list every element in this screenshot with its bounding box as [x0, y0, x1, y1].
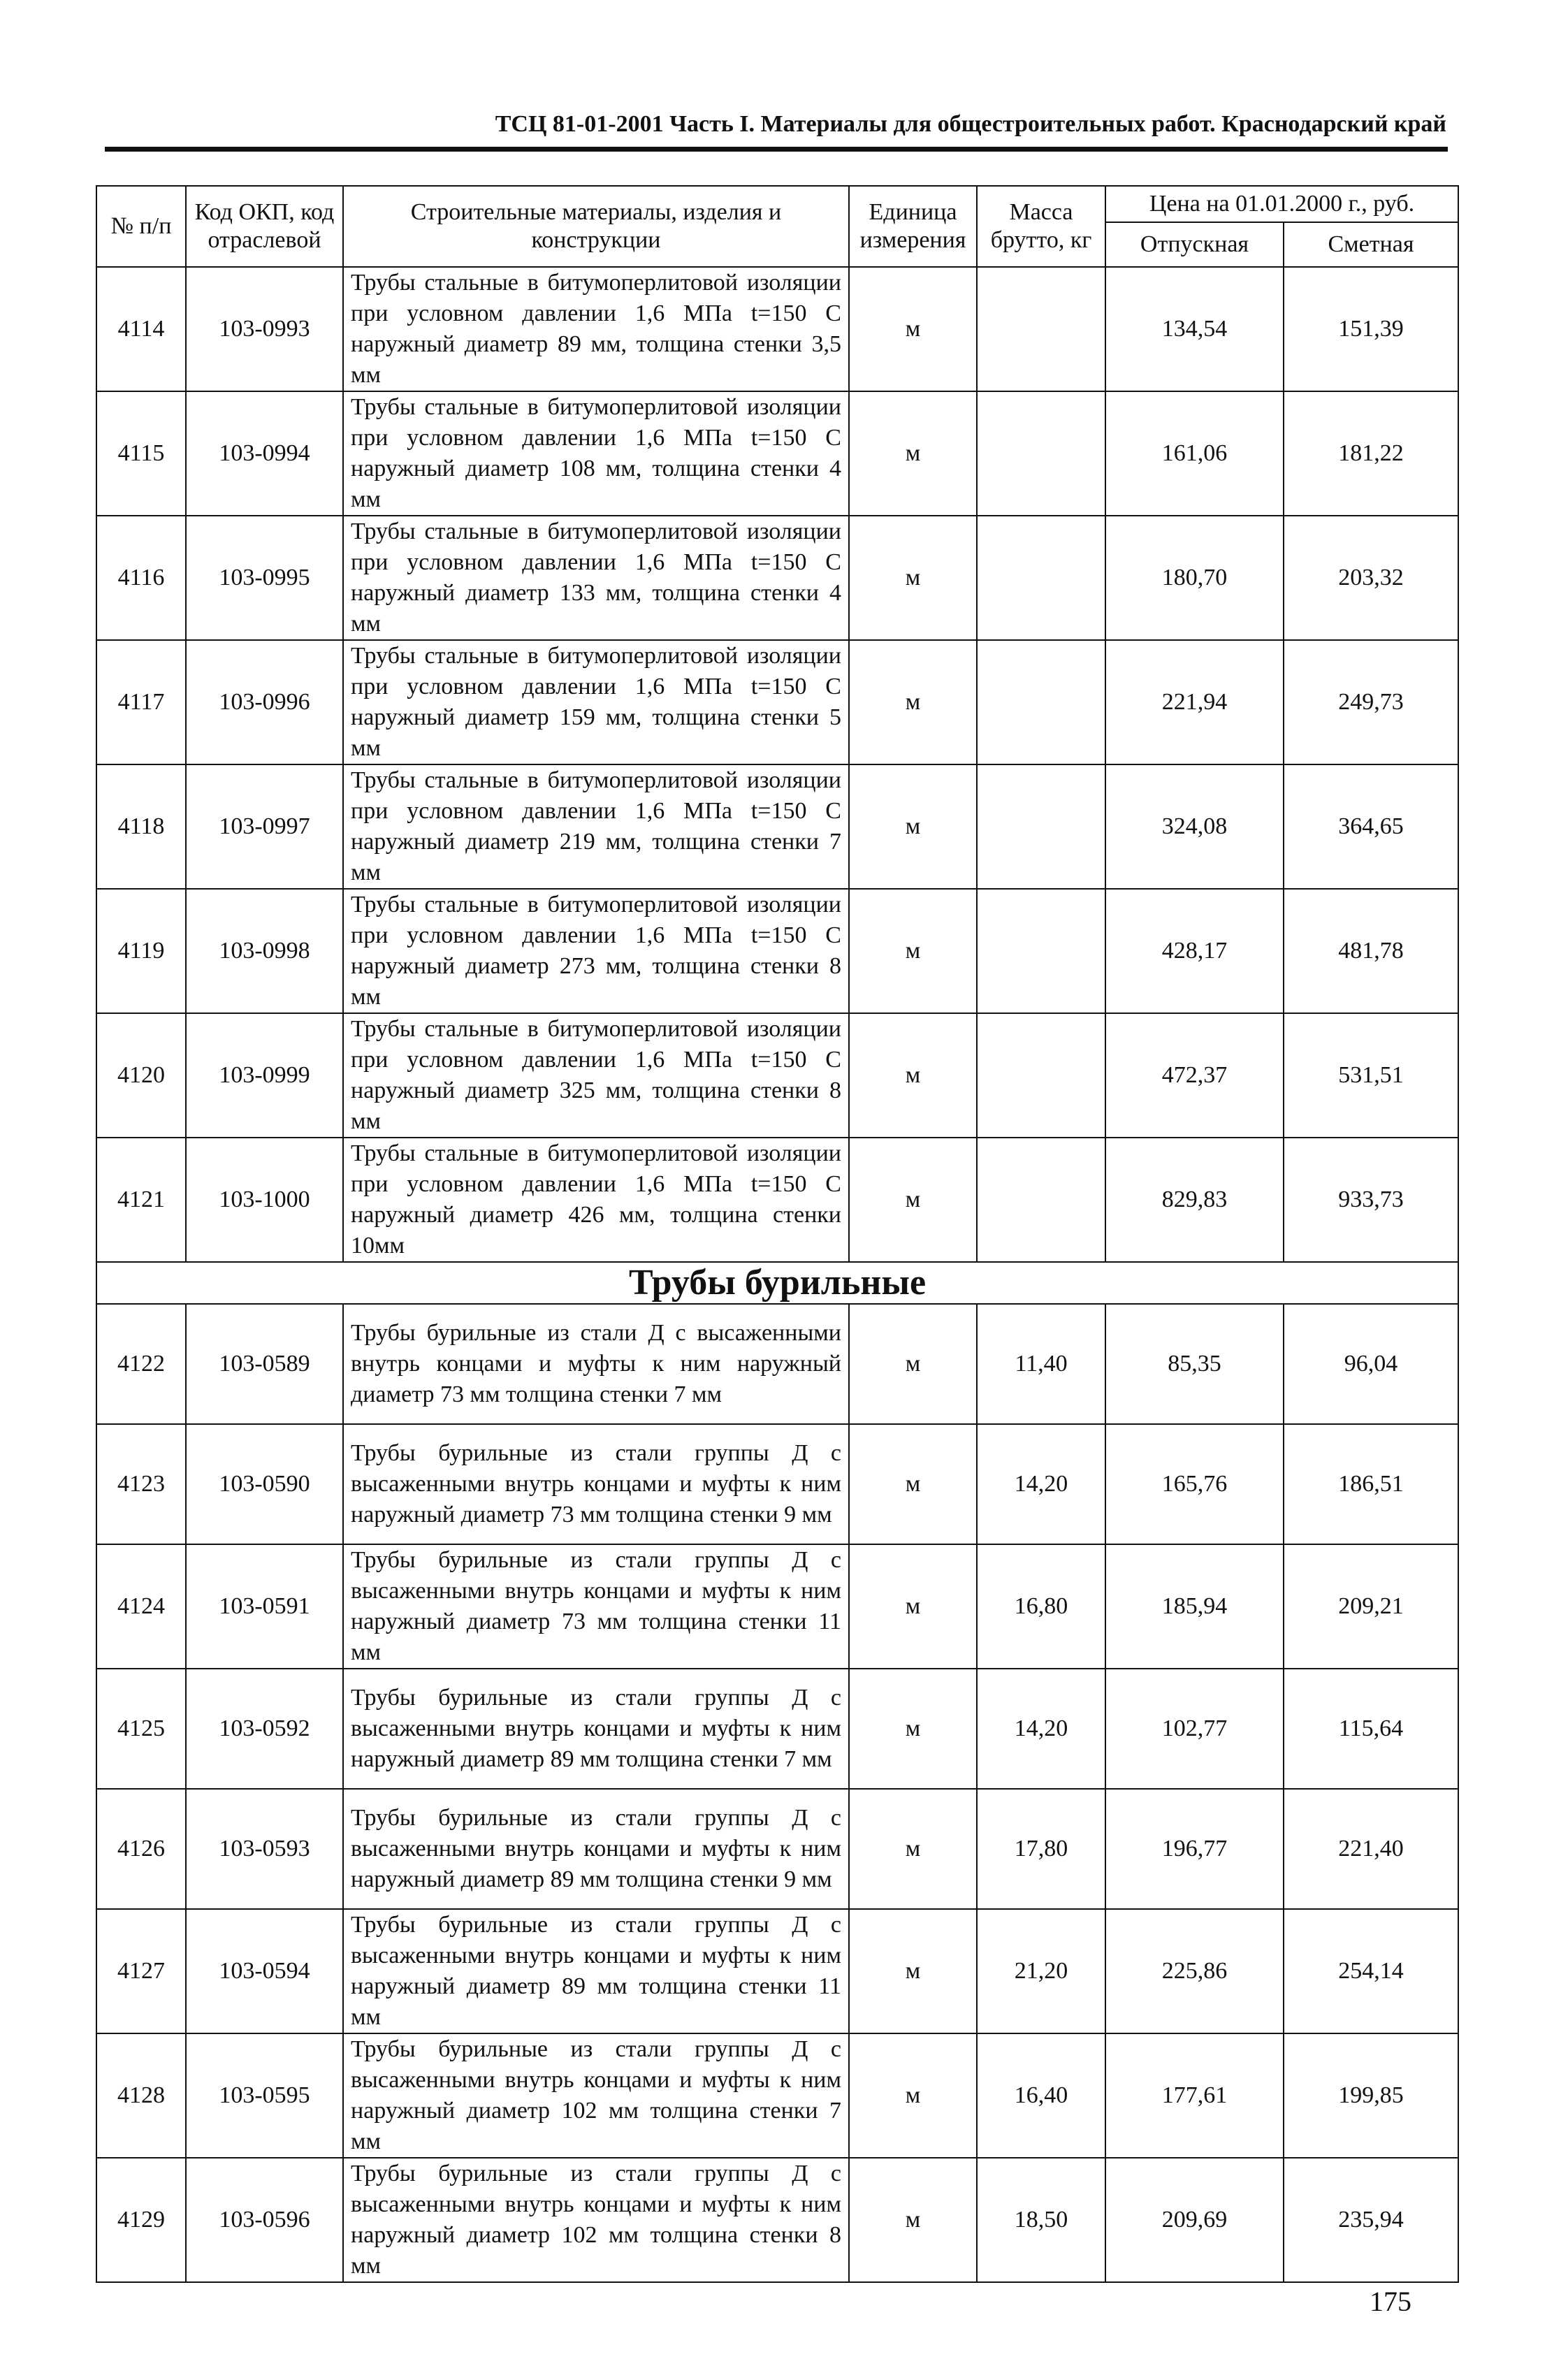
cell-code: 103-0593 [186, 1789, 343, 1909]
cell-mass [977, 764, 1105, 889]
cell-code: 103-0996 [186, 640, 343, 764]
cell-num: 4117 [96, 640, 186, 764]
cell-release-price: 472,37 [1105, 1013, 1284, 1138]
cell-mass: 11,40 [977, 1304, 1105, 1424]
cell-code: 103-0993 [186, 267, 343, 391]
cell-mass [977, 1013, 1105, 1138]
cell-estimate-price: 199,85 [1284, 2033, 1458, 2158]
cell-mass: 17,80 [977, 1789, 1105, 1909]
col-header-name: Строительные материалы, изделия и конструкции [343, 186, 849, 267]
cell-code: 103-1000 [186, 1138, 343, 1262]
cell-num: 4127 [96, 1909, 186, 2033]
table-row [96, 1544, 1458, 1669]
cell-unit: м [849, 1669, 977, 1789]
cell-estimate-price: 186,51 [1284, 1424, 1458, 1544]
table-row [96, 640, 1458, 764]
cell-num: 4125 [96, 1669, 186, 1789]
cell-estimate-price: 481,78 [1284, 889, 1458, 1013]
cell-num: 4126 [96, 1789, 186, 1909]
cell-description: Трубы стальные в битумоперлитовой изоляции при условном давлении 1,6 МПа t=150 С наружный диаметр 159 мм, толщина стенки 5 мм [343, 640, 849, 764]
cell-mass [977, 640, 1105, 764]
cell-release-price: 177,61 [1105, 2033, 1284, 2158]
cell-release-price: 134,54 [1105, 267, 1284, 391]
cell-mass: 14,20 [977, 1424, 1105, 1544]
cell-code: 103-0591 [186, 1544, 343, 1669]
cell-code: 103-0590 [186, 1424, 343, 1544]
cell-release-price: 185,94 [1105, 1544, 1284, 1669]
cell-unit: м [849, 2158, 977, 2282]
cell-mass: 18,50 [977, 2158, 1105, 2282]
table-row [96, 1424, 1458, 1544]
table-row [96, 1138, 1458, 1262]
cell-code: 103-0999 [186, 1013, 343, 1138]
cell-estimate-price: 209,21 [1284, 1544, 1458, 1669]
cell-mass: 21,20 [977, 1909, 1105, 2033]
cell-estimate-price: 96,04 [1284, 1304, 1458, 1424]
cell-description: Трубы бурильные из стали группы Д с высаженными внутрь концами и муфты к ним наружный диаметр 73 мм толщина стенки 11 мм [343, 1544, 849, 1669]
cell-estimate-price: 235,94 [1284, 2158, 1458, 2282]
table-row [96, 764, 1458, 889]
cell-num: 4123 [96, 1424, 186, 1544]
cell-mass [977, 889, 1105, 1013]
cell-estimate-price: 364,65 [1284, 764, 1458, 889]
cell-description: Трубы стальные в битумоперлитовой изоляции при условном давлении 1,6 МПа t=150 С наружный диаметр 108 мм, толщина стенки 4 мм [343, 391, 849, 516]
cell-num: 4116 [96, 516, 186, 640]
cell-description: Трубы бурильные из стали группы Д с высаженными внутрь концами и муфты к ним наружный диаметр 102 мм толщина стенки 8 мм [343, 2158, 849, 2282]
cell-num: 4120 [96, 1013, 186, 1138]
cell-unit: м [849, 889, 977, 1013]
table-row [96, 1669, 1458, 1789]
cell-release-price: 85,35 [1105, 1304, 1284, 1424]
cell-unit: м [849, 640, 977, 764]
cell-code: 103-0994 [186, 391, 343, 516]
cell-mass [977, 391, 1105, 516]
cell-num: 4129 [96, 2158, 186, 2282]
cell-description: Трубы бурильные из стали группы Д с высаженными внутрь концами и муфты к ним наружный диаметр 102 мм толщина стенки 7 мм [343, 2033, 849, 2158]
cell-unit: м [849, 1544, 977, 1669]
cell-description: Трубы бурильные из стали группы Д с высаженными внутрь концами и муфты к ним наружный диаметр 73 мм толщина стенки 9 мм [343, 1424, 849, 1544]
col-header-price-group: Цена на 01.01.2000 г., руб. [1105, 186, 1458, 222]
table-row [96, 1013, 1458, 1138]
table-row [96, 267, 1458, 391]
cell-release-price: 165,76 [1105, 1424, 1284, 1544]
cell-mass [977, 1138, 1105, 1262]
table-row [96, 1304, 1458, 1424]
cell-num: 4118 [96, 764, 186, 889]
cell-code: 103-0592 [186, 1669, 343, 1789]
cell-num: 4119 [96, 889, 186, 1013]
cell-code: 103-0997 [186, 764, 343, 889]
cell-estimate-price: 151,39 [1284, 267, 1458, 391]
cell-estimate-price: 221,40 [1284, 1789, 1458, 1909]
cell-description: Трубы стальные в битумоперлитовой изоляции при условном давлении 1,6 МПа t=150 С наружный диаметр 426 мм, толщина стенки 10мм [343, 1138, 849, 1262]
cell-unit: м [849, 2033, 977, 2158]
table-row [96, 1909, 1458, 2033]
cell-unit: м [849, 1789, 977, 1909]
cell-unit: м [849, 267, 977, 391]
page-number: 175 [1370, 2286, 1411, 2317]
cell-description: Трубы стальные в битумоперлитовой изоляции при условном давлении 1,6 МПа t=150 С наружный диаметр 89 мм, толщина стенки 3,5 мм [343, 267, 849, 391]
cell-estimate-price: 181,22 [1284, 391, 1458, 516]
col-header-unit: Единица измерения [849, 186, 977, 267]
cell-unit: м [849, 1909, 977, 2033]
cell-description: Трубы бурильные из стали группы Д с высаженными внутрь концами и муфты к ним наружный диаметр 89 мм толщина стенки 11 мм [343, 1909, 849, 2033]
table-row [96, 1789, 1458, 1909]
col-header-release: Отпускная [1105, 222, 1284, 267]
col-header-estimate: Сметная [1284, 222, 1458, 267]
table-row [96, 2158, 1458, 2282]
cell-description: Трубы стальные в битумоперлитовой изоляции при условном давлении 1,6 МПа t=150 С наружный диаметр 133 мм, толщина стенки 4 мм [343, 516, 849, 640]
cell-code: 103-0594 [186, 1909, 343, 2033]
cell-mass [977, 516, 1105, 640]
table-row [96, 889, 1458, 1013]
cell-code: 103-0595 [186, 2033, 343, 2158]
cell-code: 103-0596 [186, 2158, 343, 2282]
cell-release-price: 102,77 [1105, 1669, 1284, 1789]
header-rule [105, 147, 1448, 152]
section-row [96, 1262, 1458, 1304]
cell-description: Трубы стальные в битумоперлитовой изоляции при условном давлении 1,6 МПа t=150 С наружный диаметр 273 мм, толщина стенки 8 мм [343, 889, 849, 1013]
cell-estimate-price: 115,64 [1284, 1669, 1458, 1789]
cell-unit: м [849, 764, 977, 889]
cell-mass: 16,80 [977, 1544, 1105, 1669]
cell-estimate-price: 531,51 [1284, 1013, 1458, 1138]
cell-unit: м [849, 1304, 977, 1424]
cell-mass: 16,40 [977, 2033, 1105, 2158]
cell-release-price: 209,69 [1105, 2158, 1284, 2282]
cell-unit: м [849, 1138, 977, 1262]
cell-code: 103-0995 [186, 516, 343, 640]
page-header: ТСЦ 81-01-2001 Часть I. Материалы для общестроительных работ. Краснодарский край [495, 111, 1446, 137]
cell-code: 103-0589 [186, 1304, 343, 1424]
cell-mass [977, 267, 1105, 391]
cell-num: 4122 [96, 1304, 186, 1424]
table-row [96, 391, 1458, 516]
cell-release-price: 829,83 [1105, 1138, 1284, 1262]
cell-num: 4124 [96, 1544, 186, 1669]
cell-unit: м [849, 1424, 977, 1544]
cell-description: Трубы бурильные из стали группы Д с высаженными внутрь концами и муфты к ним наружный диаметр 89 мм толщина стенки 9 мм [343, 1789, 849, 1909]
cell-estimate-price: 203,32 [1284, 516, 1458, 640]
cell-mass: 14,20 [977, 1669, 1105, 1789]
cell-num: 4114 [96, 267, 186, 391]
cell-description: Трубы бурильные из стали группы Д с высаженными внутрь концами и муфты к ним наружный диаметр 89 мм толщина стенки 7 мм [343, 1669, 849, 1789]
cell-description: Трубы бурильные из стали Д с высаженными внутрь концами и муфты к ним наружный диаметр 73 мм толщина стенки 7 мм [343, 1304, 849, 1424]
cell-unit: м [849, 1013, 977, 1138]
col-header-mass: Масса брутто, кг [977, 186, 1105, 267]
cell-estimate-price: 249,73 [1284, 640, 1458, 764]
cell-release-price: 161,06 [1105, 391, 1284, 516]
cell-num: 4121 [96, 1138, 186, 1262]
cell-release-price: 196,77 [1105, 1789, 1284, 1909]
cell-release-price: 324,08 [1105, 764, 1284, 889]
cell-estimate-price: 254,14 [1284, 1909, 1458, 2033]
col-header-code: Код ОКП, код отраслевой [186, 186, 343, 267]
cell-release-price: 221,94 [1105, 640, 1284, 764]
cell-release-price: 428,17 [1105, 889, 1284, 1013]
section-title: Трубы бурильные [96, 1262, 1458, 1304]
cell-num: 4115 [96, 391, 186, 516]
cell-release-price: 180,70 [1105, 516, 1284, 640]
col-header-num: № п/п [96, 186, 186, 267]
table-row [96, 516, 1458, 640]
cell-description: Трубы стальные в битумоперлитовой изоляции при условном давлении 1,6 МПа t=150 С наружный диаметр 325 мм, толщина стенки 8 мм [343, 1013, 849, 1138]
cell-unit: м [849, 391, 977, 516]
cell-num: 4128 [96, 2033, 186, 2158]
cell-description: Трубы стальные в битумоперлитовой изоляции при условном давлении 1,6 МПа t=150 С наружный диаметр 219 мм, толщина стенки 7 мм [343, 764, 849, 889]
cell-release-price: 225,86 [1105, 1909, 1284, 2033]
cell-code: 103-0998 [186, 889, 343, 1013]
cell-unit: м [849, 516, 977, 640]
price-table [96, 185, 1459, 2283]
table-row [96, 2033, 1458, 2158]
cell-estimate-price: 933,73 [1284, 1138, 1458, 1262]
